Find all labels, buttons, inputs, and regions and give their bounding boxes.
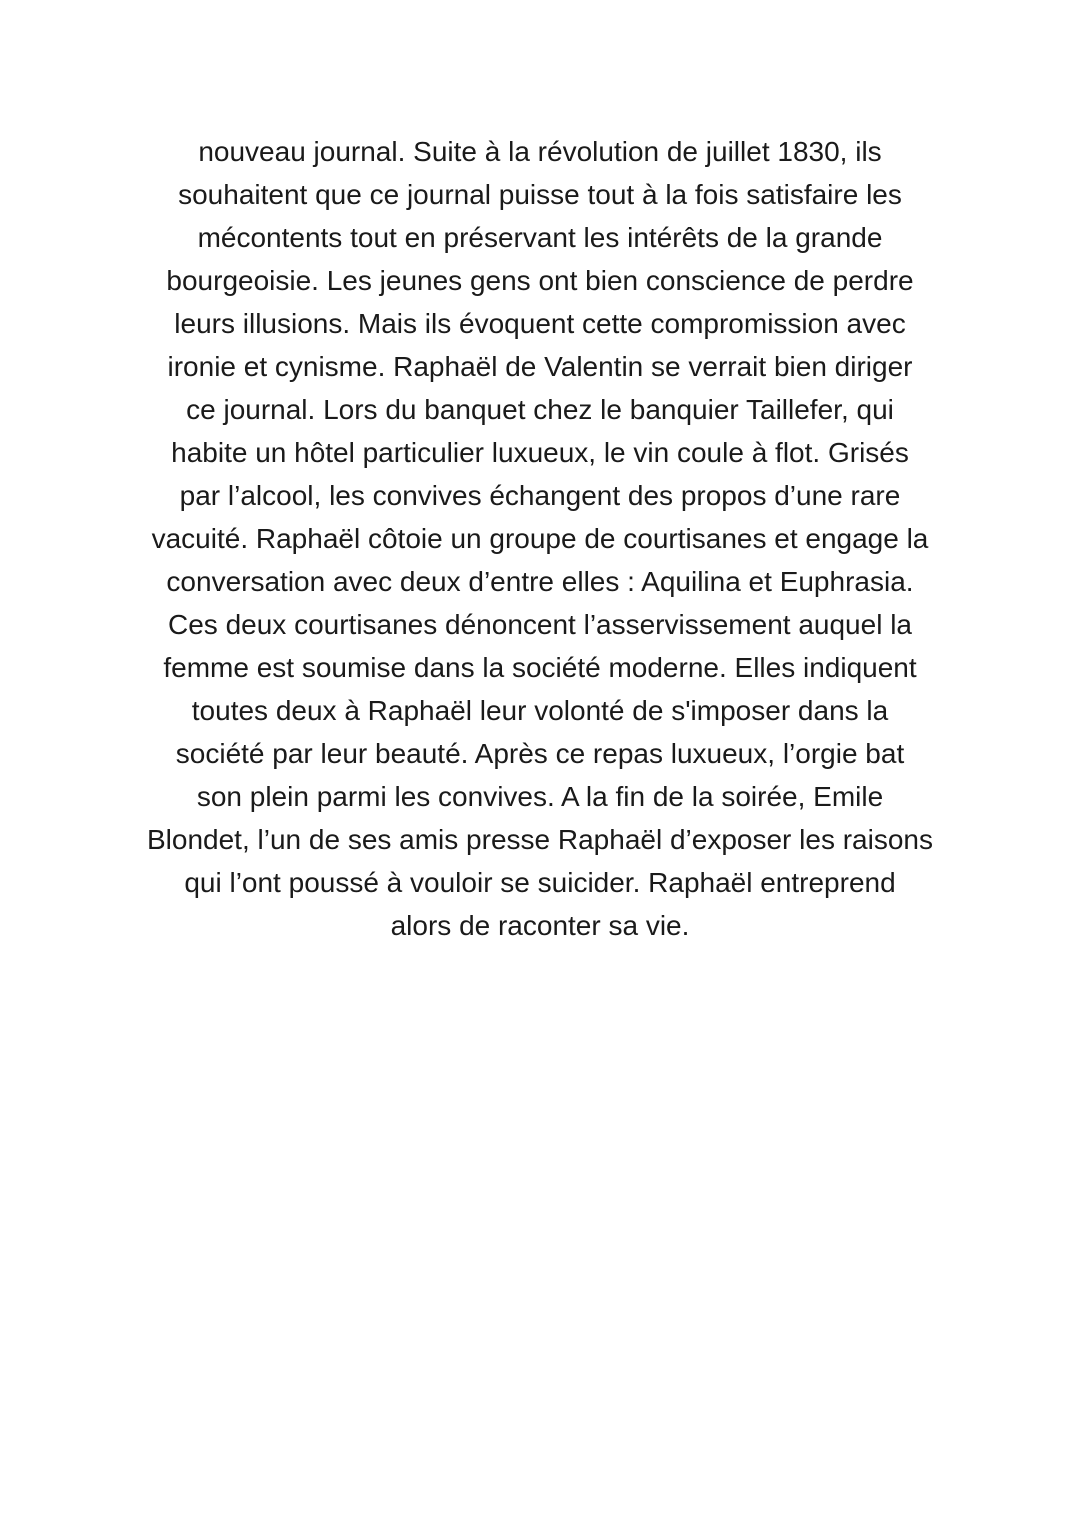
text-line: bourgeoisie. Les jeunes gens ont bien conscience de perdre	[166, 265, 914, 296]
text-line: qui l’ont poussé à vouloir se suicider. Raphaël entreprend	[184, 867, 896, 898]
text-line: ce journal. Lors du banquet chez le banquier Taillefer, qui	[186, 394, 894, 425]
text-line: toutes deux à Raphaël leur volonté de s'imposer dans la	[191, 695, 889, 726]
text-line: conversation avec deux d’entre elles : Aquilina et Euphrasia.	[166, 566, 914, 597]
text-line: femme est soumise dans la société moderne. Elles indiquent	[163, 652, 917, 683]
text-line: son plein parmi les convives. A la fin de la soirée, Emile	[196, 781, 884, 812]
text-line: ironie et cynisme. Raphaël de Valentin se verrait bien diriger	[167, 351, 913, 382]
text-line: société par leur beauté. Après ce repas luxueux, l’orgie bat	[175, 738, 905, 769]
text-line: par l’alcool, les convives échangent des propos d’une rare	[179, 480, 901, 511]
paragraph	[0, 130, 1080, 947]
text-line: alors de raconter sa vie.	[390, 910, 690, 941]
text-line: habite un hôtel particulier luxueux, le vin coule à flot. Grisés	[171, 437, 909, 468]
text-line: Ces deux courtisanes dénoncent l’asservissement auquel la	[168, 609, 912, 640]
text-line: souhaitent que ce journal puisse tout à la fois satisfaire les	[178, 179, 902, 210]
text-line: nouveau journal. Suite à la révolution de juillet 1830, ils	[198, 136, 882, 167]
text-line: mécontents tout en préservant les intérêts de la grande	[197, 222, 883, 253]
text-line: vacuité. Raphaël côtoie un groupe de courtisanes et engage la	[151, 523, 929, 554]
text-line: Blondet, l’un de ses amis presse Raphaël d’exposer les raisons	[147, 824, 933, 855]
text-line: leurs illusions. Mais ils évoquent cette compromission avec	[174, 308, 906, 339]
